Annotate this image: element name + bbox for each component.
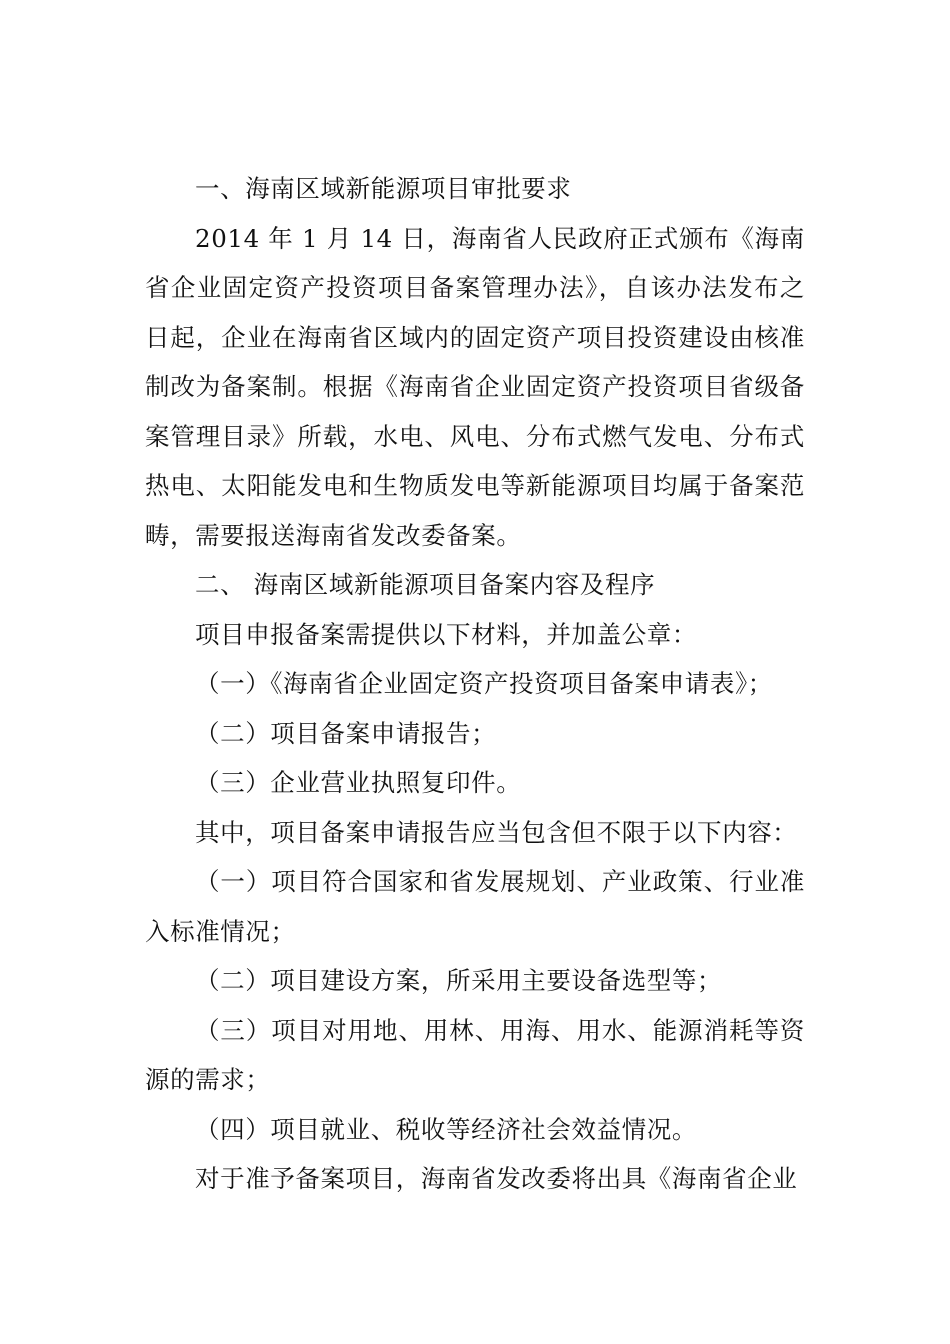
list-item-content-3: （三）项目对用地、用林、用海、用水、能源消耗等资源的需求； <box>145 1015 805 1094</box>
document-body <box>145 164 805 1204</box>
section-heading-filing-procedure: 二、 海南区域新能源项目备案内容及程序 <box>195 570 656 599</box>
paragraph-report-contents-intro: 其中，项目备案申请报告应当包含但不限于以下内容： <box>195 817 798 847</box>
list-item-content-2: （二）项目建设方案，所采用主要设备选型等； <box>195 966 723 995</box>
section-heading-approval-requirements: 一、海南区域新能源项目审批要求 <box>195 174 572 203</box>
list-item-material-3: （三）企业营业执照复印件。 <box>195 768 522 797</box>
paragraph-approval-outcome: 对于准予备案项目，海南省发改委将出具《海南省企业 <box>195 1164 798 1193</box>
paragraph-policy-background: 2014 年 1 月 14 日，海南省人民政府正式颁布《海南省企业固定资产投资项目备案管理办法》，自该办法发布之日起，企业在海南省区域内的固定资产项目投资建设由核准制改为备案制。根据《海南省企业固定资产投资项目省级备案管理目录》所载，水电、风电、分布式燃气发电、分布式热电、太阳能发电和生物质发电等新能源项目均属于备案范畴，需要报送海南省发改委备案。 <box>145 223 805 550</box>
list-item-material-2: （二）项目备案申请报告； <box>195 718 497 748</box>
list-item-material-1: （一）《海南省企业固定资产投资项目备案申请表》； <box>195 669 773 698</box>
list-item-content-1: （一）项目符合国家和省发展规划、产业政策、行业准入标准情况； <box>145 867 805 946</box>
list-item-content-4: （四）项目就业、税收等经济社会效益情况。 <box>195 1114 697 1144</box>
paragraph-materials-intro: 项目申报备案需提供以下材料，并加盖公章： <box>195 619 697 649</box>
